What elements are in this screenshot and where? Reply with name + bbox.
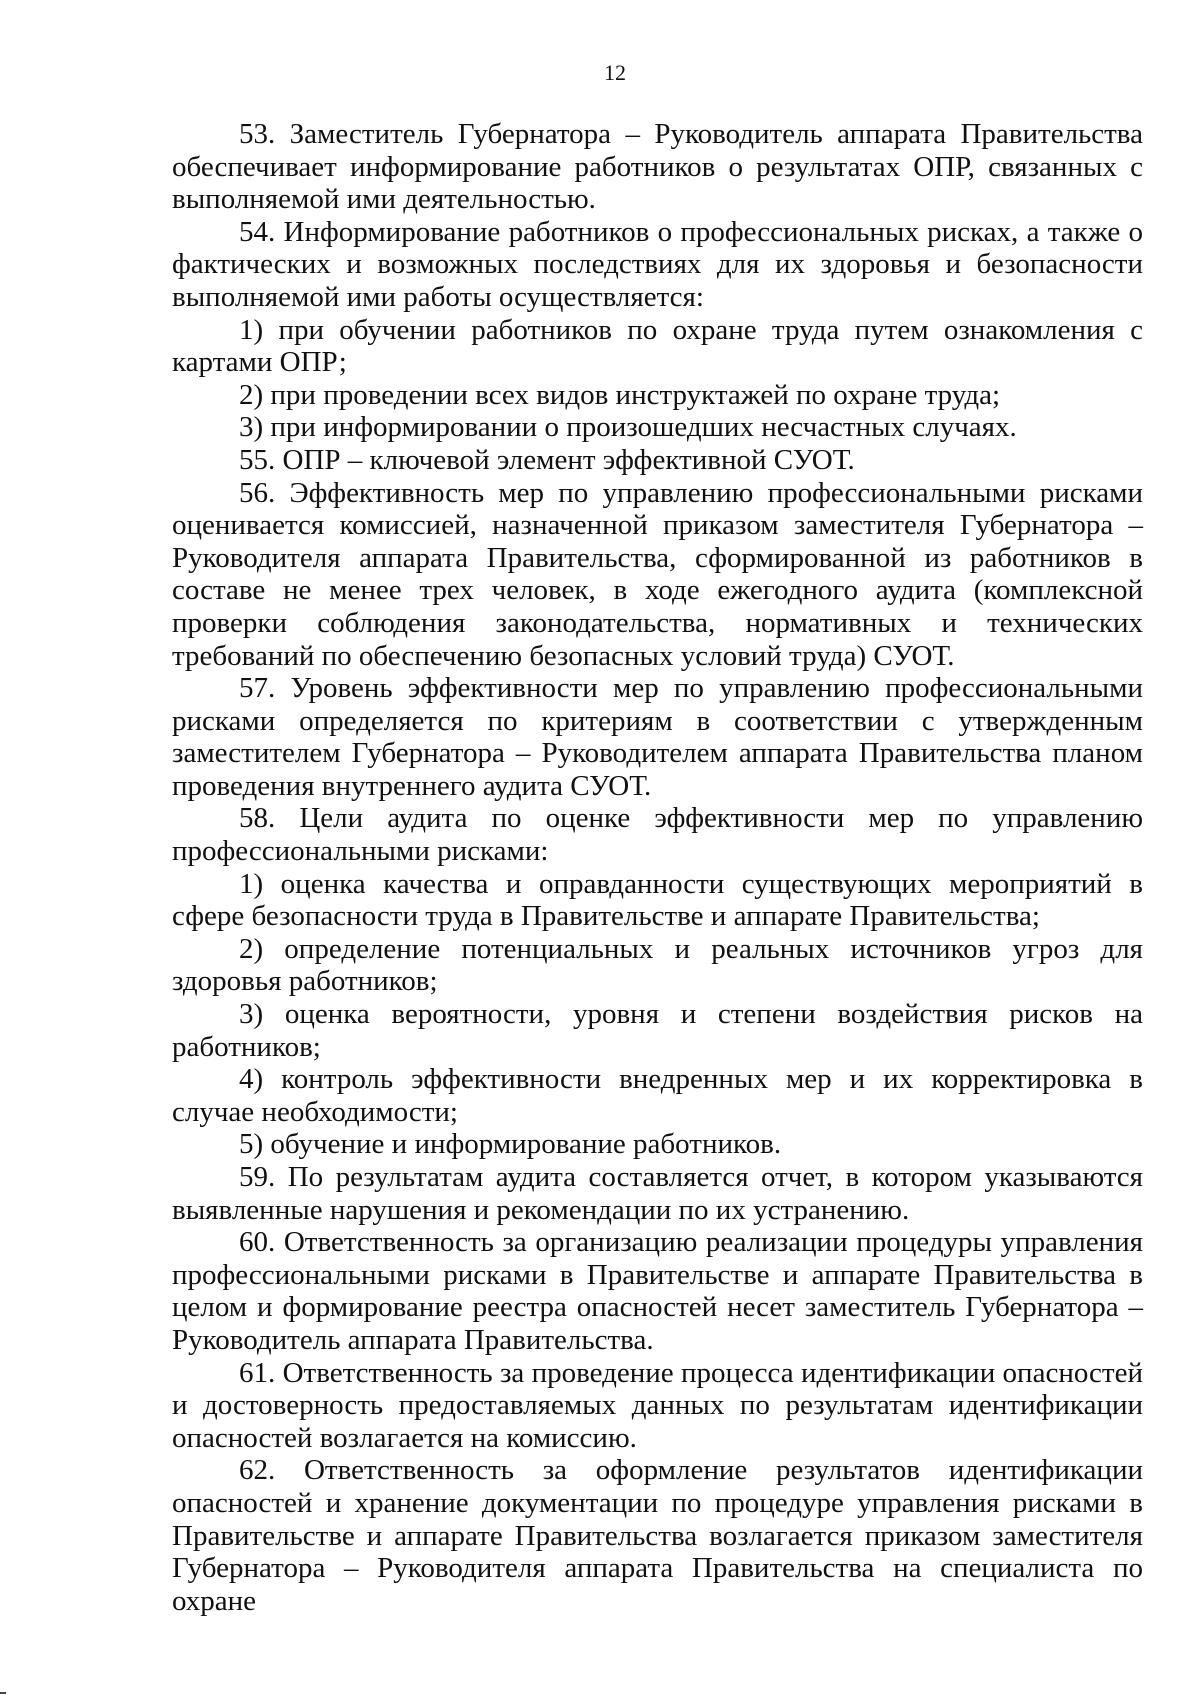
paragraph-59: 59. По результатам аудита составляется отчет, в котором указываются выявленные нарушения и рекомендации по их устранению.: [172, 1161, 1143, 1226]
document-body: [172, 118, 1143, 1617]
page-number: 12: [604, 60, 626, 85]
paragraph-60: 60. Ответственность за организацию реализации процедуры управления профессиональными рисками в Правительстве и аппарате Правительства в целом и формирование реестра опасностей несет заместитель Губернатора – Руководитель аппарата Правительства.: [172, 1226, 1143, 1356]
list-item-54-2: 2) при проведении всех видов инструктажей по охране труда;: [239, 378, 1001, 411]
list-item-58-3: 3) оценка вероятности, уровня и степени воздействия рисков на работников;: [172, 998, 1143, 1063]
list-item-58-1: 1) оценка качества и оправданности существующих мероприятий в сфере безопасности труда в Правительстве и аппарате Правительства;: [172, 867, 1143, 933]
list-item-58-5: 5) обучение и информирование работников.: [239, 1128, 782, 1161]
paragraph-53: 53. Заместитель Губернатора – Руководитель аппарата Правительства обеспечивает информирование работников о результатах ОПР, связанных с выполняемой ими деятельностью.: [172, 118, 1143, 216]
list-item-58-2: 2) определение потенциальных и реальных источников угроз для здоровья работников;: [172, 932, 1143, 998]
paragraph-54: 54. Информирование работников о профессиональных рисках, а также о фактических и возможных последствиях для их здоровья и безопасности выполняемой ими работы осуществляется:: [172, 215, 1143, 313]
paragraph-61: 61. Ответственность за проведение процесса идентификации опасностей и достоверность предоставляемых данных по результатам идентификации опасностей возлагается на комиссию.: [172, 1356, 1143, 1454]
list-item-54-3: 3) при информировании о произошедших несчастных случаях.: [239, 411, 1017, 444]
paragraph-56: 56. Эффективность мер по управлению профессиональными рисками оценивается комиссией, назначенной приказом заместителя Губернатора – Руководителя аппарата Правительства, сформированной из работников в составе не менее трех человек, в ходе ежегодного аудита (комплексной проверки соблюдения законодательства, нормативных и технических требований по обеспечению безопасных условий труда) СУОТ.: [172, 476, 1143, 672]
paragraph-55: 55. ОПР – ключевой элемент эффективной СУОТ.: [239, 443, 855, 476]
paragraph-58: 58. Цели аудита по оценке эффективности мер по управлению профессиональными рисками:: [172, 802, 1143, 868]
list-item-54-1: 1) при обучении работников по охране труда путем ознакомления с картами ОПР;: [172, 313, 1143, 379]
paragraph-62: 62. Ответственность за оформление результатов идентификации опасностей и хранение документации по процедуре управления рисками в Правительстве и аппарате Правительства возлагается приказом заместителя Губернатора – Руководителя аппарата Правительства на специалиста по охране: [172, 1454, 1143, 1617]
paragraph-57: 57. Уровень эффективности мер по управлению профессиональными рисками определяется по критериям в соответствии с утвержденным заместителем Губернатора – Руководителем аппарата Правительства планом проведения внутреннего аудита СУОТ.: [172, 672, 1143, 802]
list-item-58-4: 4) контроль эффективности внедренных мер и их корректировка в случае необходимости;: [172, 1063, 1143, 1128]
